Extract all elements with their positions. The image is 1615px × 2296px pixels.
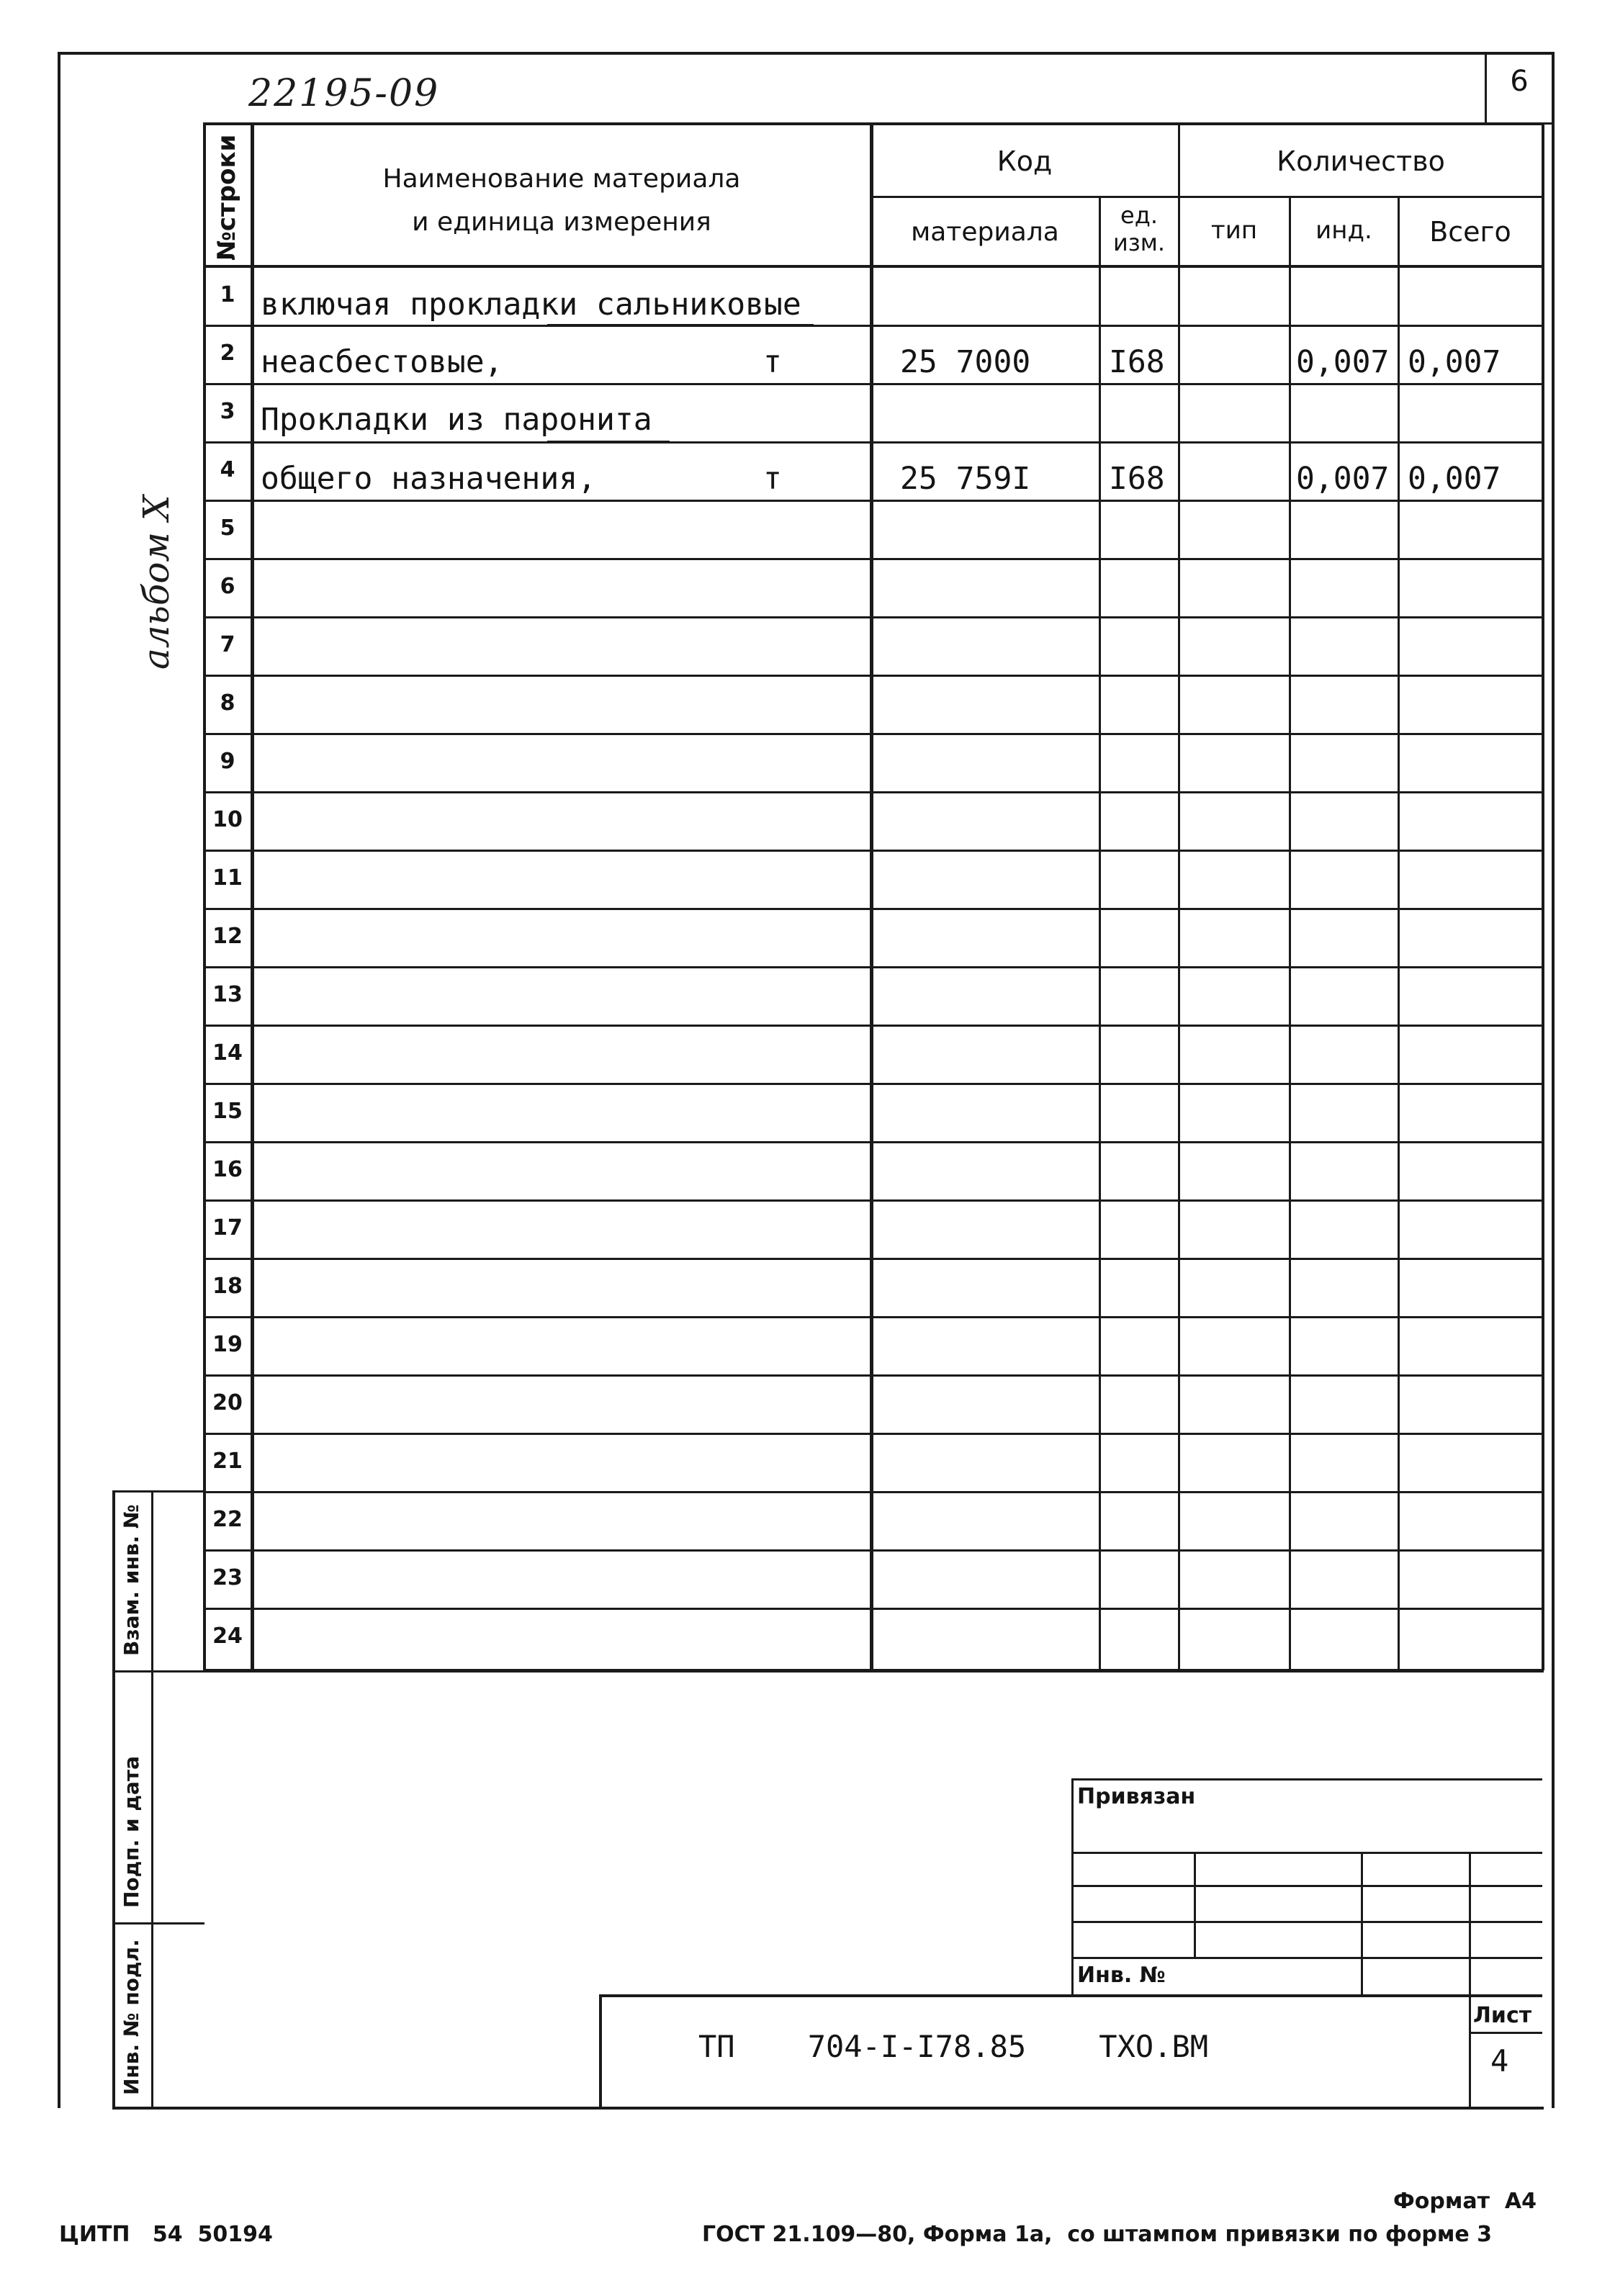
- row4-unit-code: I68: [1109, 461, 1165, 497]
- top-border: [58, 52, 1552, 55]
- row-number: 23: [212, 1565, 243, 1590]
- table-row-line: [203, 850, 1544, 852]
- binding-line2: [1071, 1885, 1542, 1887]
- row4-unit: т: [763, 461, 782, 497]
- row2-underline: [261, 383, 505, 385]
- row-number: 19: [212, 1332, 243, 1357]
- row-number: 14: [212, 1040, 243, 1066]
- row4-name: общего назначения,: [261, 461, 596, 497]
- row-number: 15: [212, 1099, 243, 1124]
- row-number: 9: [220, 749, 235, 774]
- table-row-line: [203, 675, 1544, 677]
- table-row-line: [203, 1491, 1544, 1493]
- table-row-line: [203, 966, 1544, 968]
- row1-underline: [547, 324, 814, 326]
- table-row-line: [203, 791, 1544, 793]
- row-number: 22: [212, 1507, 243, 1532]
- row1-name: включая прокладки сальниковые: [261, 287, 801, 323]
- row2-unit: т: [763, 344, 782, 380]
- table-row-line: [203, 616, 1544, 618]
- table-row-line: [203, 325, 1544, 327]
- table-row-line: [203, 1374, 1544, 1377]
- title-block-designation: ТП 704-I-I78.85 ТХО.ВМ: [698, 2029, 1209, 2064]
- header-bottom-line: [203, 265, 1544, 268]
- binding-top: [1071, 1778, 1542, 1780]
- row-number: 11: [212, 865, 243, 891]
- row-number: 21: [212, 1449, 243, 1474]
- header-code-group: Код: [997, 145, 1053, 177]
- col-divider-material: [1099, 196, 1101, 1670]
- table-row-line: [203, 1199, 1544, 1202]
- row-number: 18: [212, 1274, 243, 1299]
- row2-total: 0,007: [1408, 344, 1501, 380]
- footer-format: Формат А4: [1393, 2189, 1537, 2214]
- table-row-line: [203, 1549, 1544, 1552]
- row4-material: 25 759I: [900, 461, 1031, 497]
- title-block-sheet-label: Лист: [1473, 2003, 1532, 2028]
- row-number: 6: [220, 574, 235, 599]
- table-row-line: [203, 1083, 1544, 1085]
- col-divider-rownum: [251, 122, 254, 1670]
- header-qty-ind: инд.: [1315, 216, 1372, 245]
- table-row-line: [203, 441, 1544, 444]
- page-number-box-line: [1485, 52, 1487, 124]
- side-stamp-inner: [151, 1490, 153, 2108]
- row-number: 3: [220, 399, 235, 424]
- row2-ind: 0,007: [1296, 344, 1390, 380]
- title-block-sheet-number: 4: [1490, 2043, 1509, 2079]
- row2-material: 25 7000: [900, 344, 1031, 380]
- side-stamp-podp: Подп. и дата: [120, 1755, 143, 1908]
- col-divider-unit: [1178, 122, 1180, 1670]
- table-row-line: [203, 733, 1544, 735]
- row-number: 7: [220, 632, 235, 657]
- header-unit-a: ед.: [1120, 202, 1158, 229]
- binding-col2: [1361, 1852, 1363, 1994]
- row4-total: 0,007: [1408, 461, 1501, 497]
- document-code: 22195-09: [248, 72, 440, 115]
- binding-inv-no: Инв. №: [1077, 1963, 1166, 1988]
- row-number: 24: [212, 1624, 243, 1649]
- page-number: 6: [1510, 65, 1529, 98]
- title-block-sheet-line: [1469, 2032, 1542, 2034]
- row4-ind: 0,007: [1296, 461, 1390, 497]
- row-number: 5: [220, 516, 235, 541]
- header-unit-b: изм.: [1112, 229, 1166, 256]
- header-qty-type: тип: [1210, 216, 1258, 245]
- table-row-line: [203, 1316, 1544, 1318]
- row3-underline: [547, 441, 670, 443]
- header-mid-line: [870, 196, 1542, 198]
- title-block-left: [599, 1994, 602, 2108]
- row3-name: Прокладки из паронита: [261, 402, 652, 438]
- table-row-line: [203, 1025, 1544, 1027]
- row-number: 8: [220, 690, 235, 716]
- table-row-line: [203, 558, 1544, 560]
- table-row-line: [203, 1669, 1544, 1673]
- binding-col1: [1194, 1852, 1196, 1957]
- header-name-line1: Наименование материала: [382, 164, 741, 194]
- row-number: 12: [212, 924, 243, 949]
- album-label: альбом X: [135, 495, 177, 670]
- title-block-top: [599, 1994, 1542, 1997]
- binding-line3: [1071, 1921, 1542, 1923]
- footer-left: ЦИТП 54 50194: [59, 2222, 273, 2247]
- table-right: [1542, 122, 1544, 1670]
- binding-line4: [1071, 1957, 1542, 1959]
- row4-underline: [261, 500, 592, 502]
- side-stamp-inv: Инв. № подл.: [120, 1939, 143, 2095]
- col-divider-name: [870, 122, 873, 1670]
- title-block-sheet-divider: [1469, 1994, 1471, 2108]
- side-stamp-top: [112, 1490, 204, 1493]
- side-stamp-div2: [112, 1922, 204, 1924]
- binding-title: Привязан: [1077, 1784, 1196, 1809]
- col-divider-ind: [1398, 196, 1400, 1670]
- row-number: 10: [212, 807, 243, 832]
- table-row-line: [203, 1608, 1544, 1610]
- row-number: 2: [220, 341, 235, 366]
- table-row-line: [203, 1433, 1544, 1435]
- row2-unit-code: I68: [1109, 344, 1165, 380]
- bottom-block-base: [203, 2107, 1544, 2110]
- table-row-line: [203, 1258, 1544, 1260]
- side-stamp-left: [112, 1490, 115, 2108]
- header-name-line2: и единица измерения: [412, 207, 711, 237]
- right-border: [1552, 52, 1555, 2108]
- header-row-number: №строки: [212, 134, 241, 261]
- header-qty-total: Всего: [1429, 216, 1511, 248]
- table-top: [203, 122, 1544, 125]
- side-stamp-bottom: [112, 2107, 204, 2110]
- binding-col3: [1469, 1852, 1471, 1994]
- table-row-line: [203, 1141, 1544, 1143]
- binding-line1: [1071, 1852, 1542, 1854]
- row-number: 13: [212, 982, 243, 1007]
- header-qty-group: Количество: [1277, 145, 1445, 177]
- row-number: 4: [220, 457, 235, 482]
- row-number: 16: [212, 1157, 243, 1182]
- col-divider-type: [1289, 196, 1291, 1670]
- row-number: 1: [220, 282, 235, 307]
- table-row-line: [203, 908, 1544, 910]
- side-stamp-vzam: Взам. инв. №: [120, 1504, 143, 1656]
- row-number: 20: [212, 1390, 243, 1415]
- header-code-material: материала: [911, 217, 1059, 247]
- footer-gost: ГОСТ 21.109—80, Форма 1а, со штампом привязки по форме 3: [702, 2222, 1493, 2247]
- row-number: 17: [212, 1215, 243, 1241]
- side-stamp-div1: [112, 1670, 204, 1673]
- row2-name: неасбестовые,: [261, 344, 503, 380]
